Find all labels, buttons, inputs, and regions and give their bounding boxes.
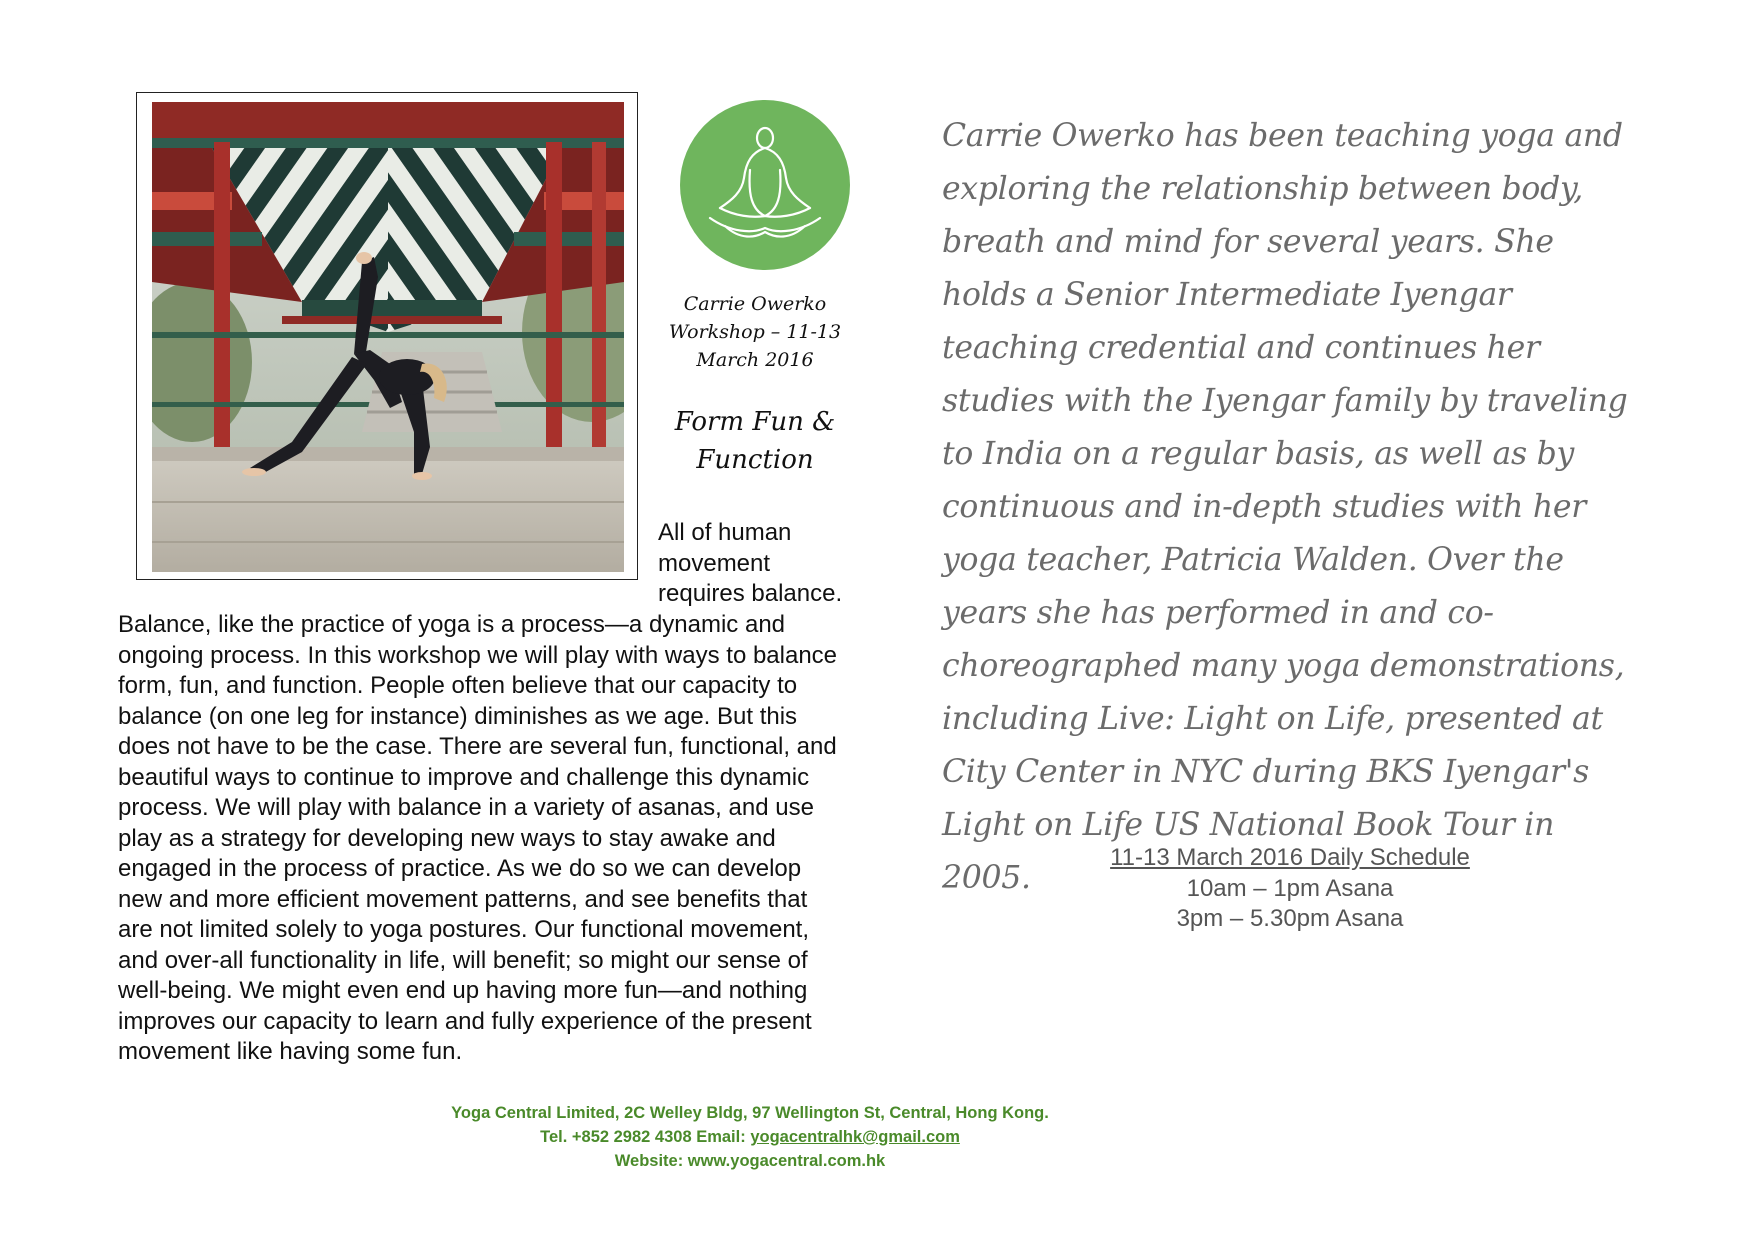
photo-frame: [136, 92, 638, 580]
footer-tel: Tel. +852 2982 4308 Email:: [540, 1128, 751, 1146]
event-title: [640, 290, 870, 374]
contact-footer: [400, 1101, 1100, 1173]
footer-address: Yoga Central Limited, 2C Welley Bldg, 97 Wellington St, Central, Hong Kong.: [451, 1104, 1049, 1122]
meditation-figure-icon: [680, 100, 850, 270]
event-title-line1: Carrie Owerko: [683, 293, 827, 315]
event-title-line3: March 2016: [696, 349, 814, 371]
workshop-name-line2: Function: [696, 445, 814, 475]
event-title-line2: Workshop – 11-13: [668, 321, 842, 343]
footer-website-link[interactable]: Website: www.yogacentral.com.hk: [614, 1152, 886, 1170]
bio-part2: presented at City Center in NYC during BKS Iyengar's: [942, 701, 1603, 790]
daily-schedule: [1040, 843, 1540, 935]
workshop-name: [640, 403, 870, 479]
bio-part1: Carrie Owerko has been teaching yoga and exploring the relationship between body, breath and mind for several years. She holds a Senior Intermediate Iyengar teaching credential and continues her studies with the Iyengar family by traveling to India on a regular basis, as well as by continuous and in-depth studies with her yoga teacher, Patricia Walden. Over the years she has performed in and co-choreographed many yoga demonstrations, including: [942, 118, 1628, 737]
yoga-pose-photo: [152, 102, 624, 572]
bio-title-light-on-life: Light on Life: [942, 807, 1143, 843]
footer-contact-line: [400, 1125, 1100, 1149]
bio-title-live-light-on-life: Live: Light on Life,: [1098, 701, 1395, 737]
workshop-name-line1: Form Fun &: [674, 407, 836, 437]
instructor-bio: [942, 110, 1647, 905]
intro-line3: requires balance.: [658, 580, 843, 607]
description-body: Balance, like the practice of yoga is a process—a dynamic and ongoing process. In this workshop we will play with ways to balance form, fun, and function. People often believe that our capacity to balance (on one leg for instance) diminishes as we age. But this does not have to be the case. There are several fun, functional, and beautiful ways to continue to improve and challenge this dynamic process. We will play with balance in a variety of asanas, and use play as a strategy for developing new ways to stay awake and engaged in the process of practice. As we do so we can develop new and more efficient movement patterns, and see benefits that are not limited solely to yoga postures. Our functional movement, and over-all functionality in life, will benefit; so might our sense of well-being. We might even end up having more fun—and nothing improves our capacity to learn and fully experience of the present movement like having some fun.: [118, 611, 838, 1065]
description-intro: [658, 518, 868, 610]
intro-line1: All of human: [658, 519, 792, 546]
schedule-session-2: 3pm – 5.30pm Asana: [1176, 905, 1404, 932]
schedule-heading: 11-13 March 2016 Daily Schedule: [1110, 844, 1470, 871]
bio-part3: US National Book Tour in 2005.: [942, 807, 1555, 896]
intro-line2: movement: [658, 549, 771, 577]
schedule-session-1: 10am – 1pm Asana: [1186, 874, 1394, 902]
footer-email-link[interactable]: yogacentralhk@gmail.com: [750, 1128, 960, 1146]
